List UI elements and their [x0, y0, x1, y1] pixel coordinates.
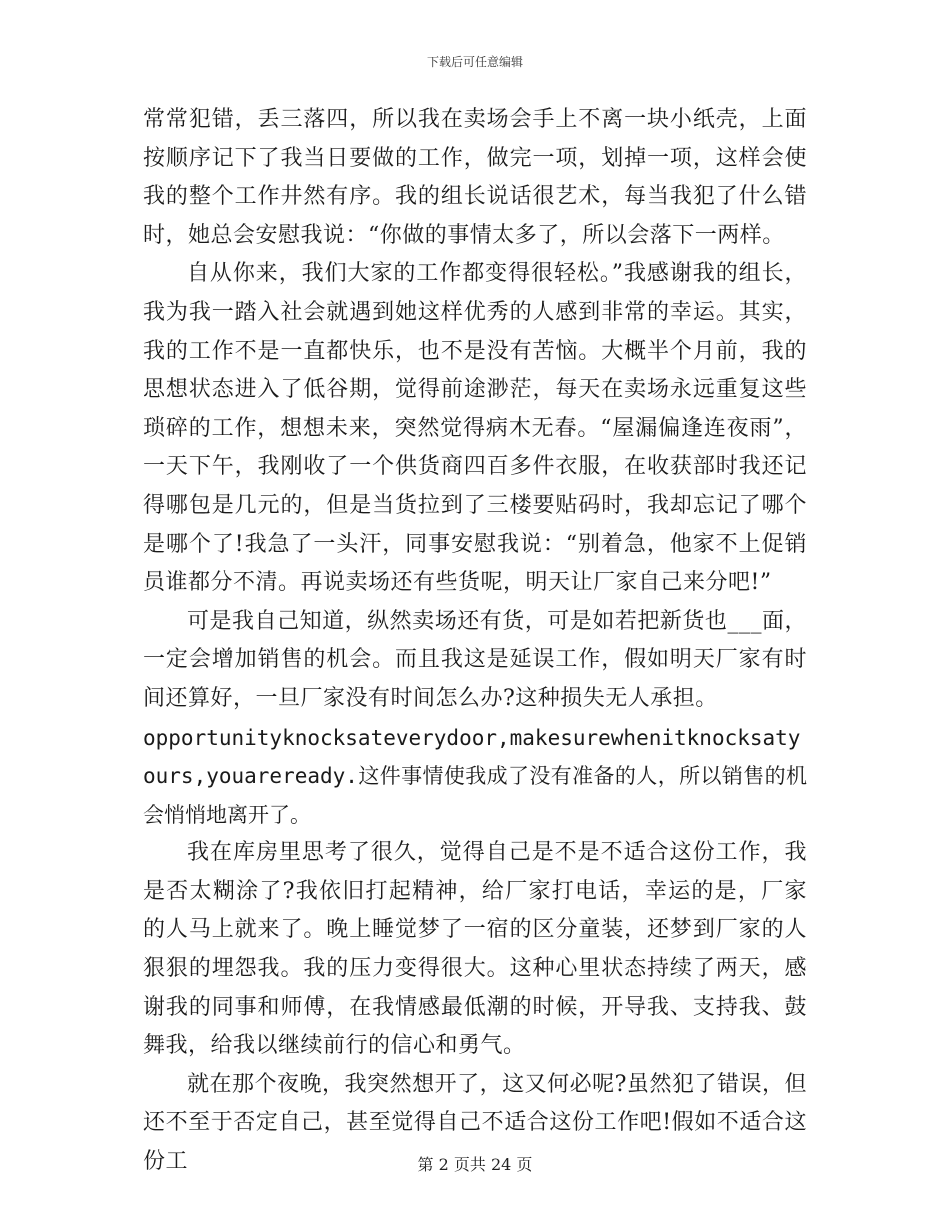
- paragraph: 自从你来，我们大家的工作都变得很轻松。”我感谢我的组长，我为我一踏入社会就遇到她这样优秀的人感到非常的幸运。其实，我的工作不是一直都快乐，也不是没有苦恼。大概半个月前，我的思想状态进入了低谷期，觉得前途渺茫，每天在卖场永远重复这些琐碎的工作，想想未来，突然觉得病木无春。“屋漏偏逢连夜雨”，一天下午，我刚收了一个供货商四百多件衣服，在收获部时我还记得哪包是几元的，但是当货拉到了三楼要贴码时，我却忘记了哪个是哪个了!我急了一头汗，同事安慰我说：“别着急，他家不上促销员谁都分不清。再说卖场还有些货呢，明天让厂家自己来分吧!”: [143, 261, 807, 596]
- document-body: [143, 101, 807, 1182]
- paragraph: 可是我自己知道，纵然卖场还有货，可是如若把新货也___面，一定会增加销售的机会。而且我这是延误工作，假如明天厂家有时间还算好，一旦厂家没有时间怎么办?这种损失无人承担。: [143, 608, 807, 711]
- page-number: 第 2 页共 24 页: [417, 1155, 533, 1174]
- paragraph: opportunityknocksateverydoor,makesurewhenitknocksatyours,youareready.这件事情使我成了没有准备的人，所以销售的机会悄悄地离开了。: [143, 725, 807, 827]
- page-header: 下载后可任意编辑: [426, 55, 523, 69]
- paragraph: 我在库房里思考了很久，觉得自己是不是不适合这份工作，我是否太糊涂了?我依旧打起精神，给厂家打电话，幸运的是，厂家的人马上就来了。晚上睡觉梦了一宿的区分童装，还梦到厂家的人狠狠的埋怨我。我的压力变得很大。这种心里状态持续了两天，感谢我的同事和师傅，在我情感最低潮的时候，开导我、支持我、鼓舞我，给我以继续前行的信心和勇气。: [143, 840, 807, 1059]
- paragraph: 常常犯错，丢三落四，所以我在卖场会手上不离一块小纸壳，上面按顺序记下了我当日要做的工作，做完一项，划掉一项，这样会使我的整个工作井然有序。我的组长说话很艺术，每当我犯了什么错时，她总会安慰我说：“你做的事情太多了，所以会落下一两样。: [143, 107, 807, 248]
- paragraph: 就在那个夜晚，我突然想开了，这又何必呢?虽然犯了错误，但还不至于否定自己，甚至觉得自己不适合这份工作吧!假如不适合这份工: [143, 1071, 807, 1175]
